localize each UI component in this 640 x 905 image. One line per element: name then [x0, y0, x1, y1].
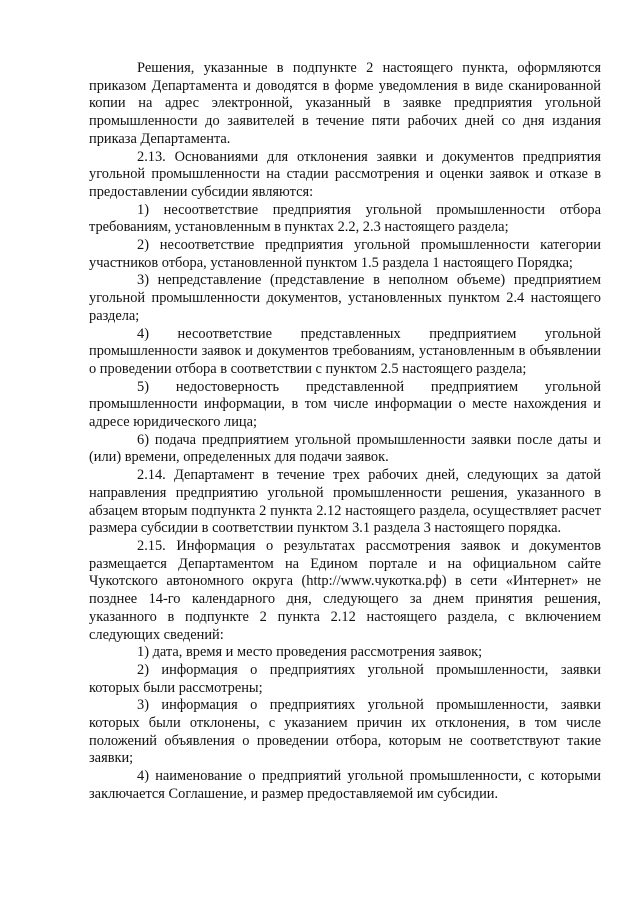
- list-item-2-13-1: 1) несоответствие предприятия угольной промышленности отбора требованиям, установленным в пунктах 2.2, 2.3 настоящего раздела;: [89, 201, 601, 236]
- document-page: [89, 60, 601, 804]
- list-item-2-13-5: 5) недостоверность представленной предприятием угольной промышленности информации, в том числе информации о месте нахождения и адресе юридического лица;: [89, 378, 601, 431]
- list-item-2-13-3: 3) непредставление (представление в неполном объеме) предприятием угольной промышленности документов, установленных пунктом 2.4 настоящего раздела;: [89, 272, 601, 324]
- list-item-2-13-4: 4) несоответствие представленных предприятием угольной промышленности заявок и документов требованиям, установленным в объявлении о проведении отбора в соответствии с пунктом 2.5 настоящего раздела;: [89, 325, 601, 377]
- list-item-2-13-2: 2) несоответствие предприятия угольной промышленности категории участников отбора, установленной пунктом 1.5 раздела 1 настоящего Порядка;: [89, 237, 601, 271]
- list-item-2-15-3: 3) информация о предприятиях угольной промышленности, заявки которых были отклонены, с указанием причин их отклонения, в том числе положений объявления о проведении отбора, которым не соответствуют такие заявки;: [89, 697, 601, 767]
- list-item-2-15-2: 2) информация о предприятиях угольной промышленности, заявки которых были рассмотрены;: [89, 661, 601, 696]
- list-item-2-13-6: 6) подача предприятием угольной промышленности заявки после даты и (или) времени, определенных для подачи заявок.: [89, 431, 601, 466]
- paragraph-2-13: 2.13. Основаниями для отклонения заявки и документов предприятия угольной промышленности на стадии рассмотрения и оценки заявок и отказе в предоставлении субсидии являются:: [89, 148, 601, 200]
- list-item-2-15-1: 1) дата, время и место проведения рассмотрения заявок;: [137, 644, 483, 661]
- paragraph-2-15: 2.15. Информация о результатах рассмотрения заявок и документов размещается Департаментом на Едином портале и на официальном сайте Чукотского автономного округа (http://www.чукотка.рф) в сети «Интернет» не позднее 14-го календарного дня, следующего за днем принятия решения, указанного в подпункте 2 пункта 2.12 настоящего раздела, с включением следующих сведений:: [89, 537, 601, 643]
- paragraph-decision-notice: Решения, указанные в подпункте 2 настоящего пункта, оформляются приказом Департамента и доводятся в форме уведомления в виде сканированной копии на адрес электронной, указанный в заявке предприятия угольной промышленности до заявителей в течение пяти рабочих дней со дня издания приказа Департамента.: [89, 60, 601, 147]
- paragraph-2-14: 2.14. Департамент в течение трех рабочих дней, следующих за датой направления предприятию угольной промышленности решения, указанного в абзацем вторым подпункта 2 пункта 2.12 настоящего раздела, осуществляет расчет размера субсидии в соответствии пунктом 3.1 раздела 3 настоящего порядка.: [89, 467, 601, 537]
- list-item-2-15-4: 4) наименование о предприятий угольной промышленности, с которыми заключается Соглашение, и размер предоставляемой им субсидии.: [89, 768, 601, 802]
